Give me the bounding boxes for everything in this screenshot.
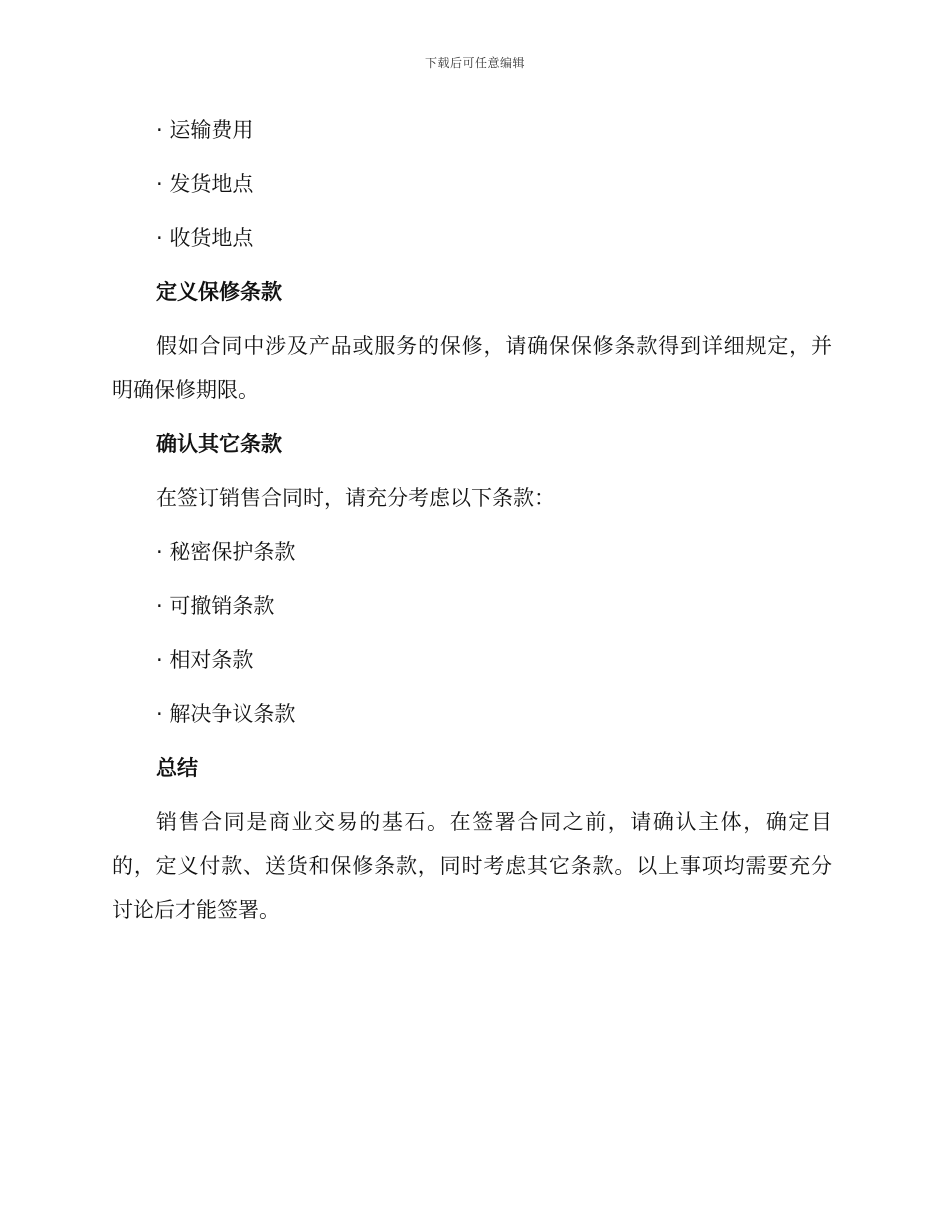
paragraph-line: 的，定义付款、送货和保修条款，同时考虑其它条款。以上事项均需要充分 <box>112 854 832 878</box>
paragraph-line: 假如合同中涉及产品或服务的保修，请确保保修条款得到详细规定，并 <box>156 334 832 358</box>
list-item: · 相对条款 <box>156 648 254 672</box>
list-item: · 运输费用 <box>156 118 254 142</box>
paragraph-line: 销售合同是商业交易的基石。在签署合同之前，请确认主体，确定目 <box>156 810 832 834</box>
list-item: · 收货地点 <box>156 226 254 250</box>
paragraph-intro: 在签订销售合同时，请充分考虑以下条款： <box>156 486 555 510</box>
list-item: · 发货地点 <box>156 172 254 196</box>
paragraph-summary <box>112 800 832 932</box>
page-header: 下载后可任意编辑 <box>424 56 525 70</box>
list-item: · 秘密保护条款 <box>156 540 296 564</box>
paragraph-line: 讨论后才能签署。 <box>112 898 280 922</box>
paragraph-warranty <box>112 324 832 412</box>
document-body <box>112 108 832 942</box>
section-heading-other-terms: 确认其它条款 <box>156 432 282 456</box>
section-heading-summary: 总结 <box>156 756 198 780</box>
paragraph-line: 明确保修期限。 <box>112 378 259 402</box>
list-item: · 解决争议条款 <box>156 702 296 726</box>
section-heading-warranty: 定义保修条款 <box>156 280 282 304</box>
list-item: · 可撤销条款 <box>156 594 275 618</box>
